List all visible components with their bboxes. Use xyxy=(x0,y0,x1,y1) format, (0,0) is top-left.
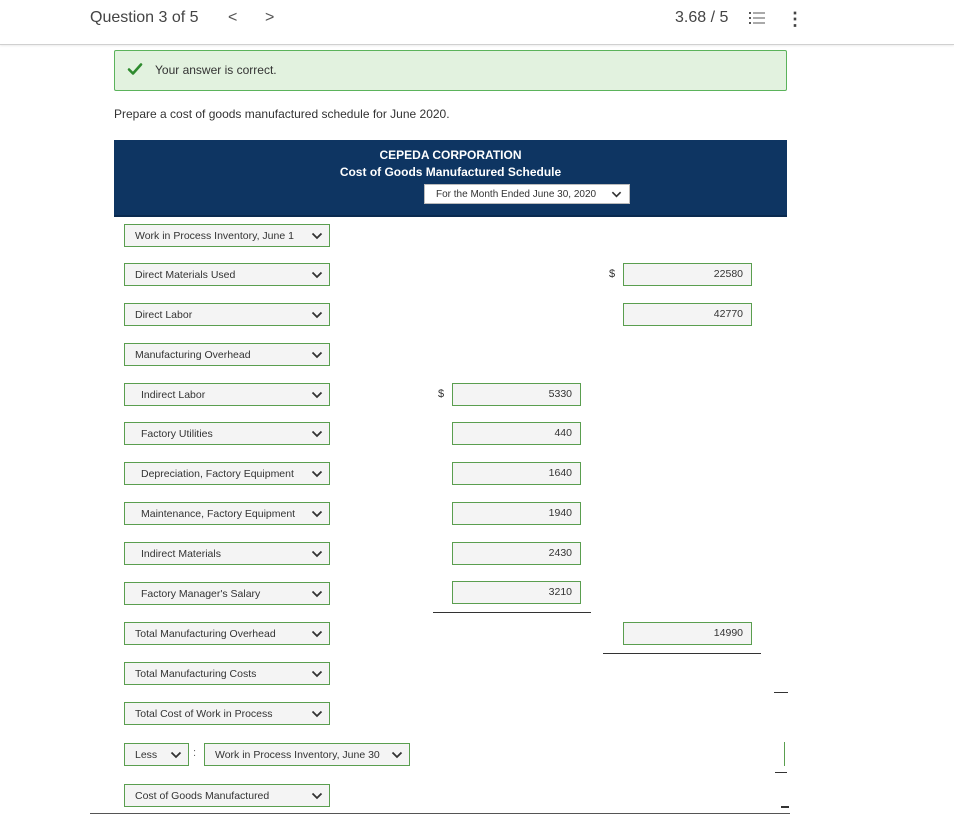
total-underline xyxy=(603,653,761,654)
mfg-overhead-label: Manufacturing Overhead xyxy=(135,349,251,361)
wip-end-select[interactable] xyxy=(204,743,410,766)
dm-used-select[interactable] xyxy=(124,263,330,286)
more-options-icon[interactable]: ⋮ xyxy=(786,9,804,29)
wip-end-label: Work in Process Inventory, June 30 xyxy=(215,749,380,761)
chevron-down-icon xyxy=(311,708,323,720)
total-mfg-costs-label: Total Manufacturing Costs xyxy=(135,668,257,680)
mgr-salary-label: Factory Manager's Salary xyxy=(141,588,261,600)
score-display: 3.68 / 5 xyxy=(675,9,729,26)
factory-utilities-select[interactable] xyxy=(124,422,330,445)
total-mfg-costs-select[interactable] xyxy=(124,662,330,685)
maint-equipment-input[interactable]: 1940 xyxy=(452,502,581,525)
chevron-down-icon xyxy=(311,790,323,802)
indirect-materials-input[interactable]: 2430 xyxy=(452,542,581,565)
chevron-down-icon xyxy=(311,389,323,401)
chevron-down-icon xyxy=(611,189,622,200)
cogm-label: Cost of Goods Manufactured xyxy=(135,790,270,802)
mfg-overhead-select[interactable] xyxy=(124,343,330,366)
alert-message: Your answer is correct. xyxy=(155,63,277,77)
next-question-button[interactable]: > xyxy=(265,9,275,26)
chevron-down-icon xyxy=(311,668,323,680)
less-label: Less xyxy=(135,749,158,761)
chevron-down-icon xyxy=(311,588,323,600)
period-select[interactable] xyxy=(424,184,630,204)
dm-used-input[interactable]: 22580 xyxy=(623,263,752,286)
subtotal-underline xyxy=(433,612,591,613)
depr-equipment-input[interactable]: 1640 xyxy=(452,462,581,485)
direct-labor-input[interactable]: 42770 xyxy=(623,303,752,326)
total-overhead-select[interactable] xyxy=(124,622,330,645)
indirect-materials-select[interactable] xyxy=(124,542,330,565)
depr-equipment-select[interactable] xyxy=(124,462,330,485)
chevron-down-icon xyxy=(311,428,323,440)
wip-begin-select[interactable] xyxy=(124,224,330,247)
factory-utilities-label: Factory Utilities xyxy=(141,428,213,440)
chevron-down-icon xyxy=(311,628,323,640)
direct-labor-select[interactable] xyxy=(124,303,330,326)
page-bottom-edge xyxy=(90,813,790,814)
period-label: For the Month Ended June 30, 2020 xyxy=(436,189,597,200)
schedule-header xyxy=(114,140,787,217)
chevron-down-icon xyxy=(311,269,323,281)
clipped-underline xyxy=(781,806,789,808)
mgr-salary-input[interactable]: 3210 xyxy=(452,581,581,604)
success-alert xyxy=(114,50,787,91)
chevron-down-icon xyxy=(391,749,403,761)
prev-question-button[interactable]: < xyxy=(228,9,238,26)
indirect-materials-label: Indirect Materials xyxy=(141,548,221,560)
wip-begin-label: Work in Process Inventory, June 1 xyxy=(135,230,294,242)
mgr-salary-select[interactable] xyxy=(124,582,330,605)
clipped-underline xyxy=(774,692,788,693)
cogm-select[interactable] xyxy=(124,784,330,807)
chevron-down-icon xyxy=(311,508,323,520)
indirect-labor-select[interactable] xyxy=(124,383,330,406)
question-prompt: Prepare a cost of goods manufactured schedule for June 2020. xyxy=(114,107,450,121)
direct-labor-label: Direct Labor xyxy=(135,309,193,321)
dollar-sign: $ xyxy=(609,268,616,280)
maint-equipment-label: Maintenance, Factory Equipment xyxy=(141,508,296,520)
checkmark-icon xyxy=(127,61,143,77)
question-list-icon[interactable] xyxy=(749,10,765,26)
chevron-down-icon xyxy=(311,548,323,560)
total-overhead-label: Total Manufacturing Overhead xyxy=(135,628,276,640)
question-label: Question 3 of 5 xyxy=(90,9,199,26)
chevron-down-icon xyxy=(170,749,182,761)
total-wip-select[interactable] xyxy=(124,702,330,725)
dollar-sign: $ xyxy=(438,388,445,400)
schedule-title: Cost of Goods Manufactured Schedule xyxy=(339,165,562,179)
total-wip-label: Total Cost of Work in Process xyxy=(135,708,273,720)
depr-equipment-label: Depreciation, Factory Equipment xyxy=(141,468,294,480)
total-overhead-input[interactable]: 14990 xyxy=(623,622,752,645)
indirect-labor-input[interactable]: 5330 xyxy=(452,383,581,406)
chevron-down-icon xyxy=(311,468,323,480)
top-bar xyxy=(0,0,954,45)
dm-used-label: Direct Materials Used xyxy=(135,269,236,281)
less-select[interactable] xyxy=(124,743,189,766)
colon-separator: : xyxy=(193,747,197,759)
factory-utilities-input[interactable]: 440 xyxy=(452,422,581,445)
maint-equipment-select[interactable] xyxy=(124,502,330,525)
clipped-input-edge xyxy=(784,742,785,766)
chevron-down-icon xyxy=(311,349,323,361)
chevron-down-icon xyxy=(311,309,323,321)
clipped-underline xyxy=(775,772,787,773)
chevron-down-icon xyxy=(311,230,323,242)
company-name: CEPEDA CORPORATION xyxy=(379,148,522,162)
indirect-labor-label: Indirect Labor xyxy=(141,389,206,401)
